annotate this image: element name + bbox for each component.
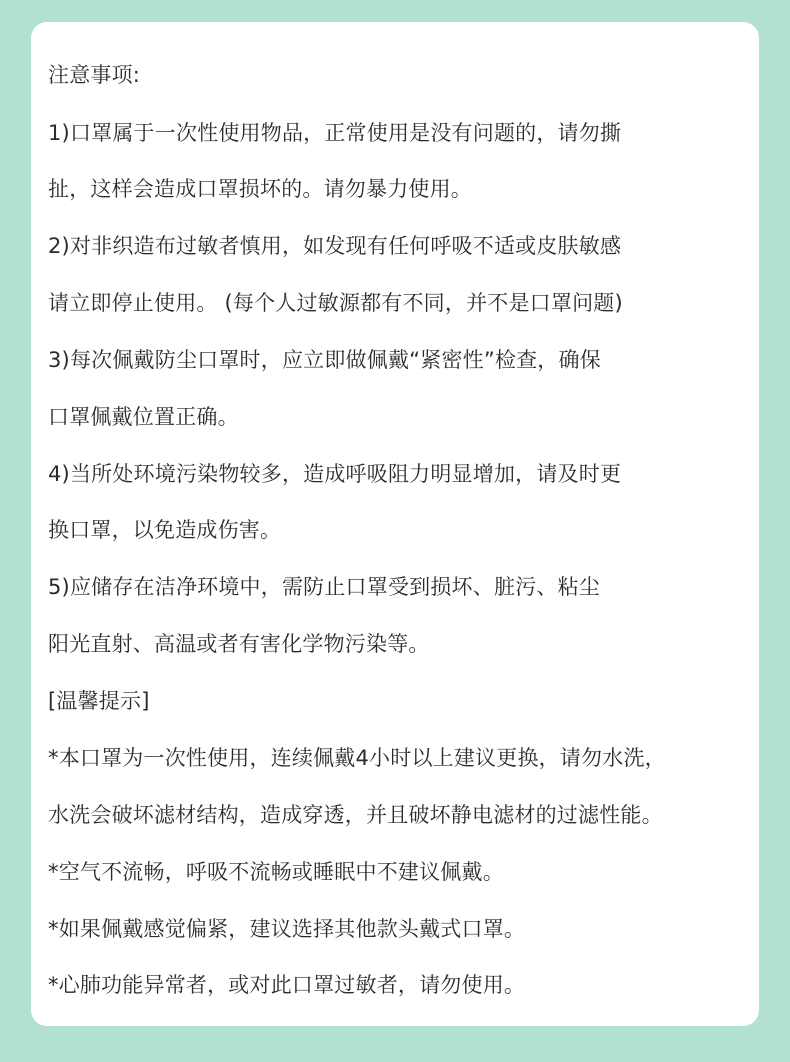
- notice-item-5-line-1: 5)应储存在洁净环境中，需防止口罩受到损坏、脏污、粘尘: [48, 575, 600, 599]
- tips-title: [温馨提示]: [48, 689, 150, 713]
- notice-card: [31, 22, 759, 1026]
- notice-item-2-line-2: 请立即停止使用。 (每个人过敏源都有不同，并不是口罩问题): [48, 291, 623, 315]
- notice-title: 注意事项:: [48, 63, 141, 87]
- notice-item-2-line-1: 2)对非织造布过敏者慎用，如发现有任何呼吸不适或皮肤敏感: [48, 234, 622, 258]
- tips-line-2: 水洗会破坏滤材结构，造成穿透，并且破坏静电滤材的过滤性能。: [48, 803, 663, 827]
- notice-item-3-line-1: 3)每次佩戴防尘口罩时，应立即做佩戴“紧密性”检查，确保: [48, 348, 601, 372]
- notice-item-5-line-2: 阳光直射、高温或者有害化学物污染等。: [48, 632, 430, 656]
- notice-item-1-line-1: 1)口罩属于一次性使用物品，正常使用是没有问题的，请勿撕: [48, 121, 622, 145]
- tips-line-1: *本口罩为一次性使用，连续佩戴4小时以上建议更换，请勿水洗，: [48, 746, 666, 770]
- tips-line-4: *如果佩戴感觉偏紧，建议选择其他款头戴式口罩。: [48, 917, 526, 941]
- tips-line-3: *空气不流畅，呼吸不流畅或睡眠中不建议佩戴。: [48, 860, 504, 884]
- notice-item-4-line-1: 4)当所处环境污染物较多，造成呼吸阻力明显增加，请及时更: [48, 462, 622, 486]
- notice-item-4-line-2: 换口罩，以免造成伤害。: [48, 518, 282, 542]
- notice-item-1-line-2: 扯，这样会造成口罩损坏的。请勿暴力使用。: [48, 177, 472, 201]
- tips-line-5: *心肺功能异常者，或对此口罩过敏者，请勿使用。: [48, 973, 526, 997]
- notice-item-3-line-2: 口罩佩戴位置正确。: [48, 405, 239, 429]
